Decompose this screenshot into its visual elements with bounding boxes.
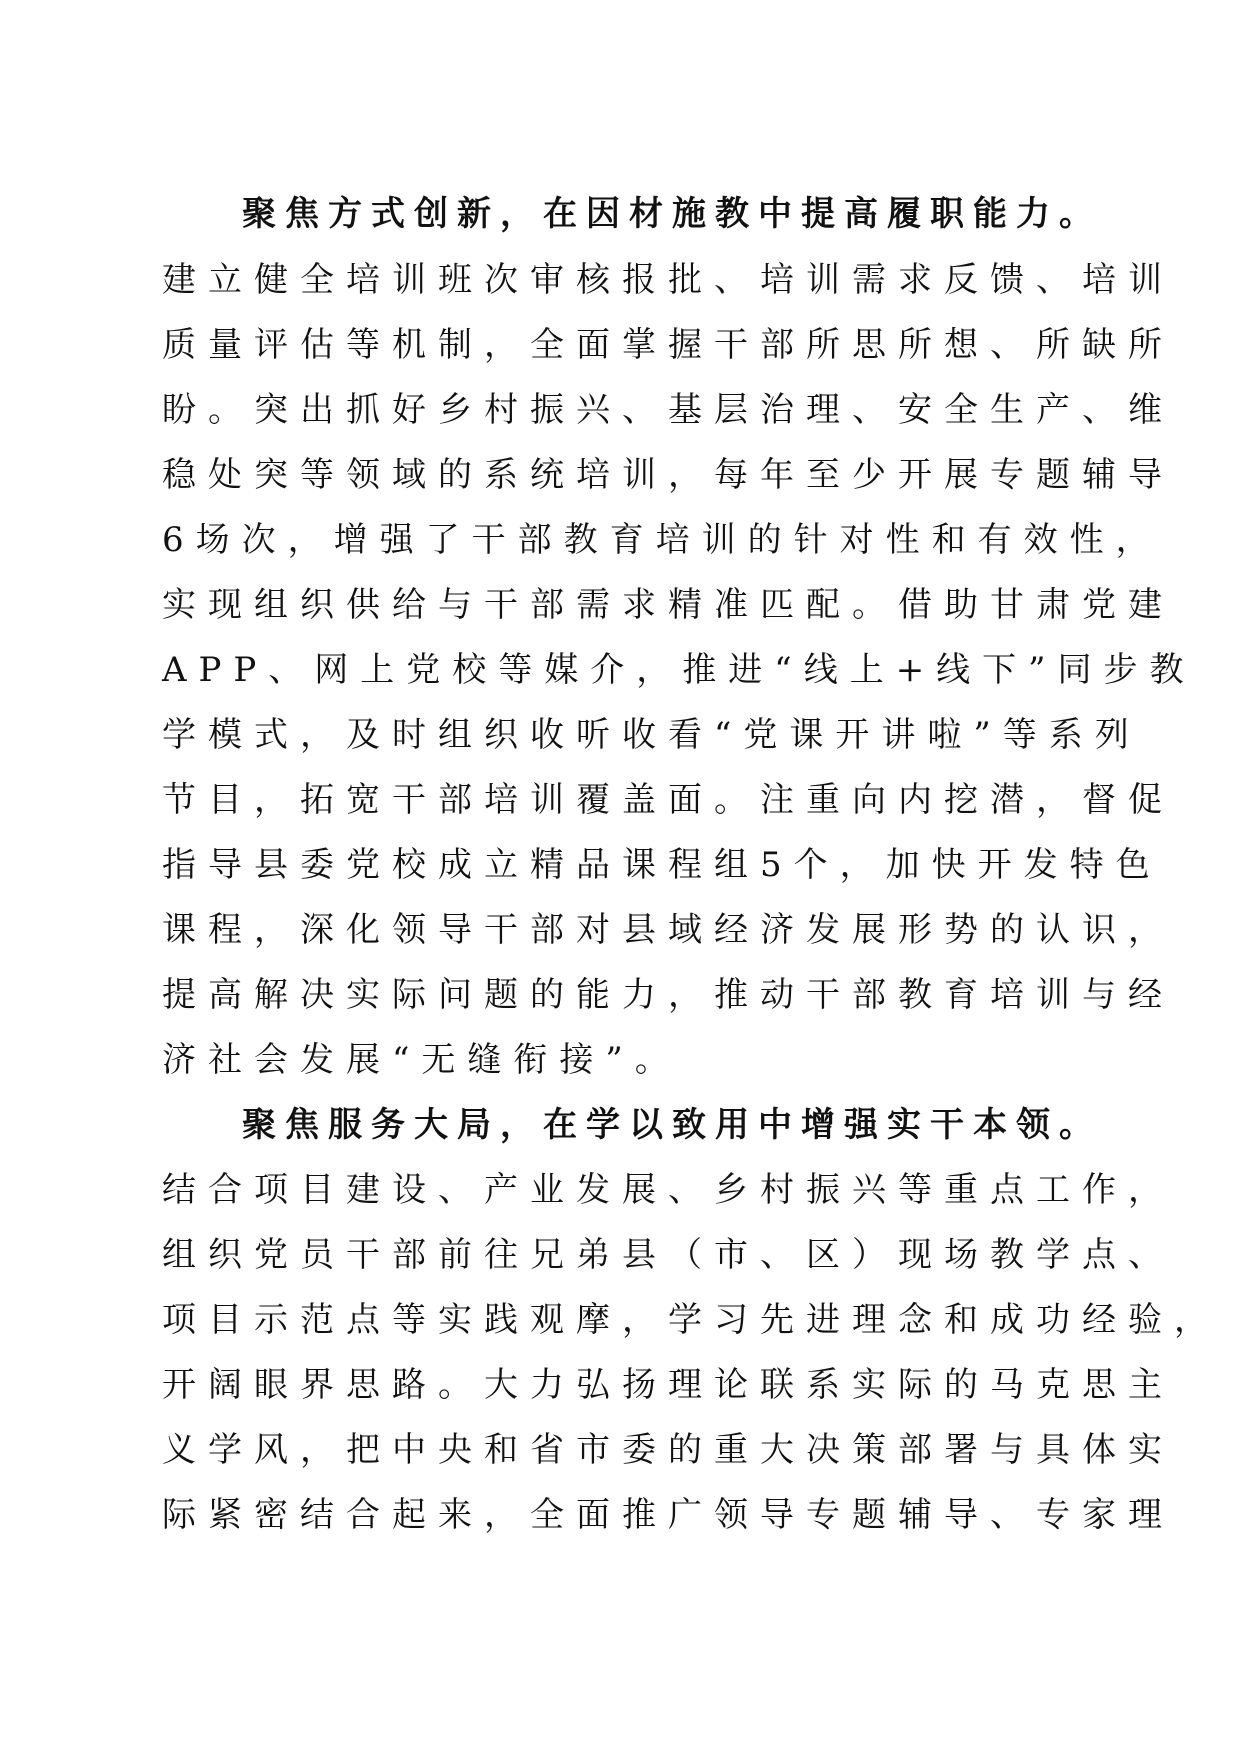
text-line: APP、网上党校等媒介，推进“线上+线下”同步教 xyxy=(162,650,1196,690)
text-line: 开阔眼界思路。大力弘扬理论联系实际的马克思主 xyxy=(162,1365,1174,1405)
text-line: 6场次，增强了干部教育培训的针对性和有效性， xyxy=(162,520,1162,560)
text-line: 济社会发展“无缝衔接”。 xyxy=(162,1040,681,1080)
text-line: 质量评估等机制，全面掌握干部所思所想、所缺所 xyxy=(162,325,1174,365)
text-line: 建立健全培训班次审核报批、培训需求反馈、培训 xyxy=(162,260,1174,300)
text-line: 学模式，及时组织收听收看“党课开讲啦”等系列 xyxy=(162,715,1141,755)
text-line: 际紧密结合起来，全面推广领导专题辅导、专家理 xyxy=(162,1495,1174,1535)
text-line: 结合项目建设、产业发展、乡村振兴等重点工作， xyxy=(162,1170,1174,1210)
text-line: 项目示范点等实践观摩，学习先进理念和成功经验， xyxy=(162,1300,1220,1340)
text-line: 盼。突出抓好乡村振兴、基层治理、安全生产、维 xyxy=(162,390,1174,430)
text-line: 组织党员干部前往兄弟县（市、区）现场教学点、 xyxy=(162,1235,1174,1275)
text-line: 提高解决实际问题的能力，推动干部教育培训与经 xyxy=(162,975,1174,1015)
text-line: 课程，深化领导干部对县域经济发展形势的认识， xyxy=(162,910,1174,950)
text-line: 稳处突等领域的系统培训，每年至少开展专题辅导 xyxy=(162,455,1174,495)
text-line: 实现组织供给与干部需求精准匹配。借助甘肃党建 xyxy=(162,585,1174,625)
paragraph-heading-2: 聚焦服务大局，在学以致用中增强实干本领。 xyxy=(242,1105,1102,1145)
text-line: 指导县委党校成立精品课程组5个，加快开发特色 xyxy=(162,845,1162,885)
text-line: 义学风，把中央和省市委的重大决策部署与具体实 xyxy=(162,1430,1174,1470)
text-line: 节目，拓宽干部培训覆盖面。注重向内挖潜，督促 xyxy=(162,780,1174,820)
paragraph-heading-1: 聚焦方式创新，在因材施教中提高履职能力。 xyxy=(242,194,1102,234)
